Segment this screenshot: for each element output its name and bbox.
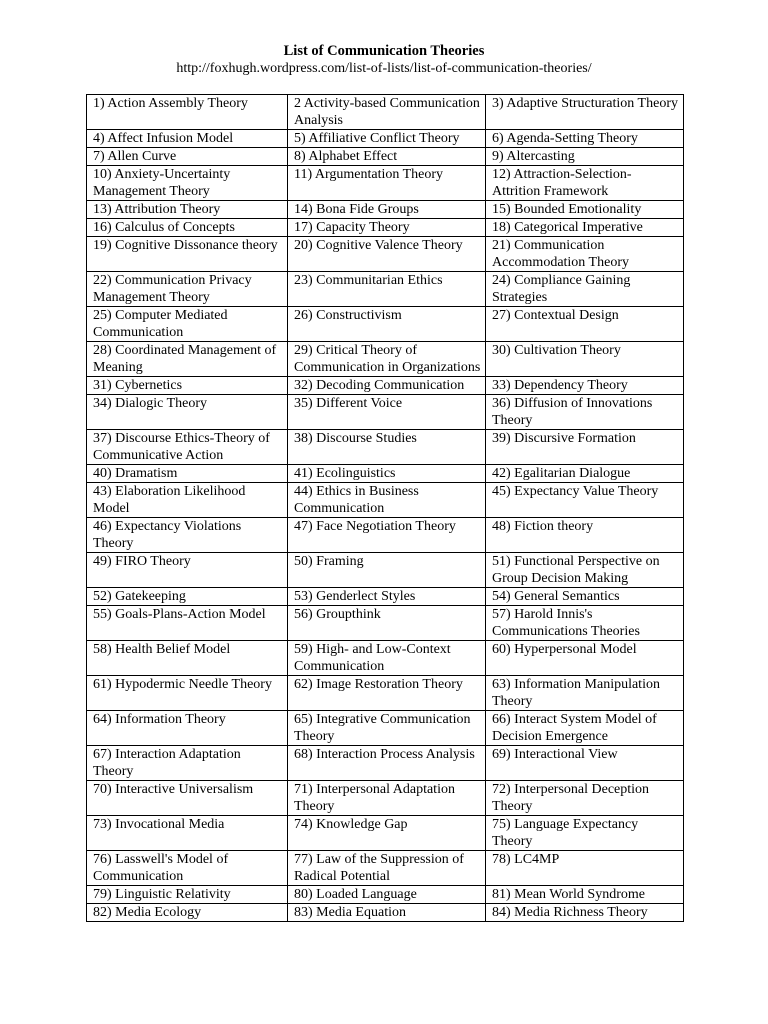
theory-cell: 36) Diffusion of Innovations Theory: [486, 395, 684, 430]
theory-cell: 47) Face Negotiation Theory: [288, 518, 486, 553]
theory-cell: 61) Hypodermic Needle Theory: [87, 676, 288, 711]
table-row: [87, 377, 684, 395]
theory-cell: 59) High- and Low-Context Communication: [288, 641, 486, 676]
theory-cell: 7) Allen Curve: [87, 148, 288, 166]
table-row: [87, 483, 684, 518]
theory-cell: 64) Information Theory: [87, 711, 288, 746]
theory-cell: 65) Integrative Communication Theory: [288, 711, 486, 746]
table-row: [87, 904, 684, 922]
theory-cell: 46) Expectancy Violations Theory: [87, 518, 288, 553]
theory-cell: 24) Compliance Gaining Strategies: [486, 272, 684, 307]
table-row: [87, 851, 684, 886]
theory-cell: 53) Genderlect Styles: [288, 588, 486, 606]
theory-cell: 8) Alphabet Effect: [288, 148, 486, 166]
theory-cell: 70) Interactive Universalism: [87, 781, 288, 816]
document-title: List of Communication Theories: [283, 43, 485, 59]
theory-cell: 30) Cultivation Theory: [486, 342, 684, 377]
theory-cell: 44) Ethics in Business Communication: [288, 483, 486, 518]
theory-cell: 2 Activity-based Communication Analysis: [288, 95, 486, 130]
table-row: [87, 166, 684, 201]
theory-cell: 42) Egalitarian Dialogue: [486, 465, 684, 483]
theory-cell: 66) Interact System Model of Decision Emergence: [486, 711, 684, 746]
theory-cell: 6) Agenda-Setting Theory: [486, 130, 684, 148]
theory-cell: 34) Dialogic Theory: [87, 395, 288, 430]
theory-cell: 26) Constructivism: [288, 307, 486, 342]
theory-cell: 23) Communitarian Ethics: [288, 272, 486, 307]
theory-cell: 41) Ecolinguistics: [288, 465, 486, 483]
table-row: [87, 816, 684, 851]
table-row: [87, 781, 684, 816]
table-row: [87, 606, 684, 641]
theory-cell: 56) Groupthink: [288, 606, 486, 641]
table-row: [87, 342, 684, 377]
theory-cell: 11) Argumentation Theory: [288, 166, 486, 201]
theory-cell: 17) Capacity Theory: [288, 219, 486, 237]
theories-table-body: [87, 95, 684, 922]
table-row: [87, 641, 684, 676]
theory-cell: 84) Media Richness Theory: [486, 904, 684, 922]
theory-cell: 43) Elaboration Likelihood Model: [87, 483, 288, 518]
table-row: [87, 886, 684, 904]
theory-cell: 76) Lasswell's Model of Communication: [87, 851, 288, 886]
theory-cell: 73) Invocational Media: [87, 816, 288, 851]
theory-cell: 75) Language Expectancy Theory: [486, 816, 684, 851]
theory-cell: 54) General Semantics: [486, 588, 684, 606]
table-row: [87, 465, 684, 483]
table-row: [87, 272, 684, 307]
theory-cell: 12) Attraction-Selection-Attrition Framework: [486, 166, 684, 201]
theory-cell: 39) Discursive Formation: [486, 430, 684, 465]
theory-cell: 55) Goals-Plans-Action Model: [87, 606, 288, 641]
theory-cell: 33) Dependency Theory: [486, 377, 684, 395]
theory-cell: 63) Information Manipulation Theory: [486, 676, 684, 711]
theory-cell: 16) Calculus of Concepts: [87, 219, 288, 237]
table-row: [87, 430, 684, 465]
theory-cell: 25) Computer Mediated Communication: [87, 307, 288, 342]
theory-cell: 5) Affiliative Conflict Theory: [288, 130, 486, 148]
theory-cell: 82) Media Ecology: [87, 904, 288, 922]
theory-cell: 4) Affect Infusion Model: [87, 130, 288, 148]
theory-cell: 21) Communication Accommodation Theory: [486, 237, 684, 272]
table-row: [87, 95, 684, 130]
theory-cell: 32) Decoding Communication: [288, 377, 486, 395]
theory-cell: 83) Media Equation: [288, 904, 486, 922]
theory-cell: 27) Contextual Design: [486, 307, 684, 342]
theory-cell: 40) Dramatism: [87, 465, 288, 483]
theory-cell: 52) Gatekeeping: [87, 588, 288, 606]
theory-cell: 49) FIRO Theory: [87, 553, 288, 588]
table-row: [87, 676, 684, 711]
theory-cell: 22) Communication Privacy Management Theory: [87, 272, 288, 307]
theory-cell: 35) Different Voice: [288, 395, 486, 430]
table-row: [87, 553, 684, 588]
theory-cell: 50) Framing: [288, 553, 486, 588]
theory-cell: 58) Health Belief Model: [87, 641, 288, 676]
table-row: [87, 201, 684, 219]
table-row: [87, 307, 684, 342]
theory-cell: 29) Critical Theory of Communication in Organizations: [288, 342, 486, 377]
theories-table: [86, 94, 684, 922]
theory-cell: 10) Anxiety-Uncertainty Management Theory: [87, 166, 288, 201]
theory-cell: 68) Interaction Process Analysis: [288, 746, 486, 781]
theory-cell: 31) Cybernetics: [87, 377, 288, 395]
theory-cell: 67) Interaction Adaptation Theory: [87, 746, 288, 781]
theory-cell: 48) Fiction theory: [486, 518, 684, 553]
table-row: [87, 219, 684, 237]
table-row: [87, 711, 684, 746]
table-row: [87, 588, 684, 606]
theory-cell: 62) Image Restoration Theory: [288, 676, 486, 711]
theory-cell: 37) Discourse Ethics-Theory of Communicative Action: [87, 430, 288, 465]
table-row: [87, 148, 684, 166]
theory-cell: 72) Interpersonal Deception Theory: [486, 781, 684, 816]
theory-cell: 9) Altercasting: [486, 148, 684, 166]
theory-cell: 74) Knowledge Gap: [288, 816, 486, 851]
table-row: [87, 746, 684, 781]
theory-cell: 71) Interpersonal Adaptation Theory: [288, 781, 486, 816]
theory-cell: 13) Attribution Theory: [87, 201, 288, 219]
theory-cell: 60) Hyperpersonal Model: [486, 641, 684, 676]
theory-cell: 77) Law of the Suppression of Radical Potential: [288, 851, 486, 886]
table-row: [87, 395, 684, 430]
table-row: [87, 130, 684, 148]
theory-cell: 57) Harold Innis's Communications Theories: [486, 606, 684, 641]
theory-cell: 51) Functional Perspective on Group Decision Making: [486, 553, 684, 588]
theory-cell: 14) Bona Fide Groups: [288, 201, 486, 219]
theory-cell: 28) Coordinated Management of Meaning: [87, 342, 288, 377]
theory-cell: 80) Loaded Language: [288, 886, 486, 904]
theory-cell: 78) LC4MP: [486, 851, 684, 886]
theory-cell: 69) Interactional View: [486, 746, 684, 781]
table-row: [87, 518, 684, 553]
table-row: [87, 237, 684, 272]
theory-cell: 1) Action Assembly Theory: [87, 95, 288, 130]
theory-cell: 45) Expectancy Value Theory: [486, 483, 684, 518]
theory-cell: 18) Categorical Imperative: [486, 219, 684, 237]
theory-cell: 38) Discourse Studies: [288, 430, 486, 465]
theory-cell: 19) Cognitive Dissonance theory: [87, 237, 288, 272]
theory-cell: 15) Bounded Emotionality: [486, 201, 684, 219]
theory-cell: 3) Adaptive Structuration Theory: [486, 95, 684, 130]
theory-cell: 79) Linguistic Relativity: [87, 886, 288, 904]
theory-cell: 20) Cognitive Valence Theory: [288, 237, 486, 272]
document-url: http://foxhugh.wordpress.com/list-of-lists/list-of-communication-theories/: [176, 61, 592, 76]
theory-cell: 81) Mean World Syndrome: [486, 886, 684, 904]
